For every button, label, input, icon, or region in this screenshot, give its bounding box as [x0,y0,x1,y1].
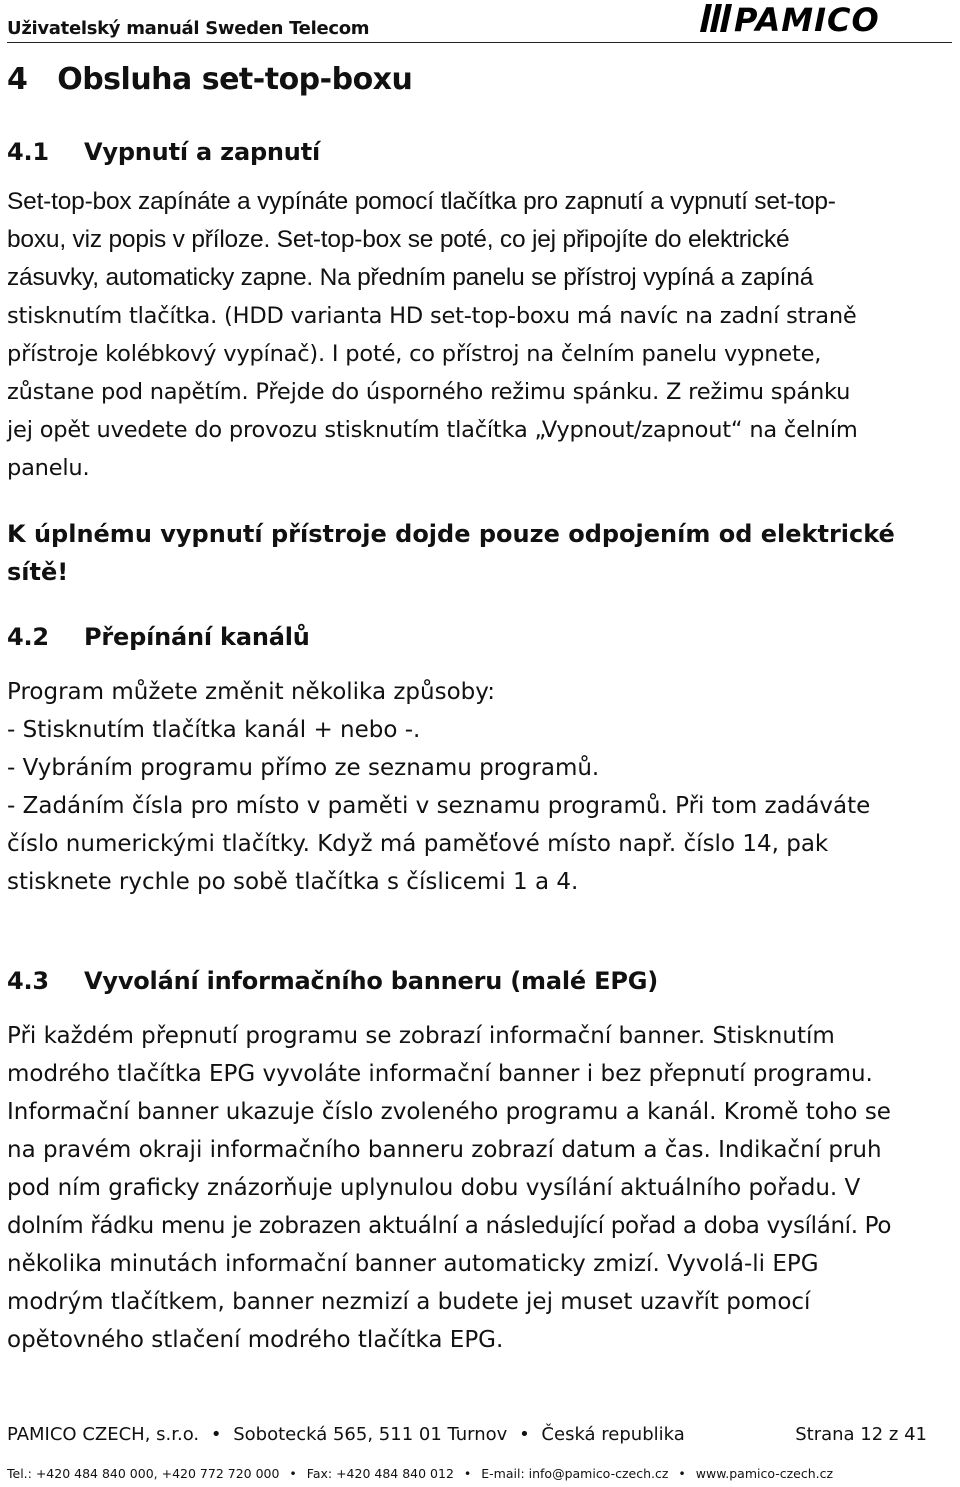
bullet-icon: • [463,1466,472,1481]
text-line: modrého tlačítka EPG vyvoláte informační banner i bez přepnutí programu. [7,1061,873,1087]
footer-email: E-mail: info@pamico-czech.cz [481,1466,669,1481]
footer-web: www.pamico-czech.cz [695,1466,834,1481]
footer-fax: Fax: +420 484 840 012 [306,1466,454,1481]
header-rule [7,42,952,43]
pamico-logo [698,2,948,36]
text-line: - Stisknutím tlačítka kanál + nebo -. [7,717,421,743]
footer-company: PAMICO CZECH, s.r.o. [7,1424,200,1445]
text-line: přístroje kolébkový vypínač). I poté, co přístroj na čelním panelu vypnete, [7,341,822,367]
text-line: stisknutím tlačítka. (HDD varianta HD set-top-boxu má navíc na zadní straně [7,303,857,329]
section-title: Přepínání kanálů [84,623,310,651]
text-line: na pravém okraji informačního banneru zobrazí datum a čas. Indikační pruh [7,1137,882,1163]
note-line: sítě! [7,558,69,586]
page-header [0,0,960,44]
text-line: číslo numerickými tlačítky. Když má paměťové místo např. číslo 14, pak [7,831,829,857]
footer-tel: Tel.: +420 484 840 000, +420 772 720 000 [7,1466,280,1481]
footer-contacts [7,1466,833,1481]
section-heading-4-2 [7,623,310,651]
text-line: zůstane pod napětím. Přejde do úsporného režimu spánku. Z režimu spánku [7,379,851,405]
text-line: několika minutách informační banner automaticky zmizí. Vyvolá-li EPG [7,1251,819,1277]
bullet-icon: • [210,1424,222,1445]
text-line: Při každém přepnutí programu se zobrazí informační banner. Stisknutím [7,1023,835,1049]
text-line: jej opět uvedete do provozu stisknutím tlačítka „Vypnout/zapnout“ na čelním [7,417,858,443]
text-line: stisknete rychle po sobě tlačítka s číslicemi 1 a 4. [7,869,579,895]
bullet-icon: • [519,1424,530,1445]
header-title: Uživatelský manuál Sweden Telecom [7,18,370,39]
text-line: Set-top-box zapínáte a vypínáte pomocí tlačítka pro zapnutí a vypnutí set-top- [7,188,836,215]
text-line: Informační banner ukazuje číslo zvoleného programu a kanál. Kromě toho se [7,1099,891,1125]
section-number: 4.3 [7,967,49,995]
bullet-icon: • [289,1466,297,1481]
footer-country: Česká republika [541,1424,685,1445]
text-line: panelu. [7,455,90,481]
page-number: Strana 12 z 41 [795,1424,927,1445]
text-line: pod ním graficky znázorňuje uplynulou dobu vysílání aktuálního pořadu. V [7,1175,861,1201]
section-number: 4.2 [7,623,49,651]
section-heading-4-3 [7,967,658,995]
warning-note [7,515,955,591]
section-title: Vypnutí a zapnutí [84,138,320,166]
text-line: dolním řádku menu je zobrazen aktuální a následující pořad a doba vysílání. Po [7,1213,892,1239]
note-line: K úplnému vypnutí přístroje dojde pouze odpojením od elektrické [7,520,895,548]
svg-text:PAMICO: PAMICO [734,2,880,36]
paragraph-channels [7,673,955,901]
text-line: zásuvky, automaticky zapne. Na předním panelu se přístroj vypíná a zapíná [7,264,814,291]
chapter-title: 4 Obsluha set-top-boxu [7,62,413,97]
text-line: opětovného stlačení modrého tlačítka EPG. [7,1327,504,1353]
text-line: - Vybráním programu přímo ze seznamu programů. [7,755,600,781]
bullet-icon: • [678,1466,686,1481]
paragraph-banner [7,1017,955,1359]
section-title: Vyvolání informačního banneru (malé EPG) [84,967,658,995]
footer-main [7,1424,927,1445]
text-line: boxu, viz popis v příloze. Set-top-box se poté, co jej připojíte do elektrické [7,226,790,253]
text-line: - Zadáním čísla pro místo v paměti v seznamu programů. Při tom zadáváte [7,793,871,819]
section-heading-4-1 [7,138,320,166]
section-number: 4.1 [7,138,49,166]
paragraph-power [7,183,955,487]
text-line: Program můžete změnit několika způsoby: [7,679,495,705]
footer-address: Sobotecká 565, 511 01 Turnov [233,1424,508,1445]
text-line: modrým tlačítkem, banner nezmizí a budete jej muset uzavřít pomocí [7,1289,811,1315]
